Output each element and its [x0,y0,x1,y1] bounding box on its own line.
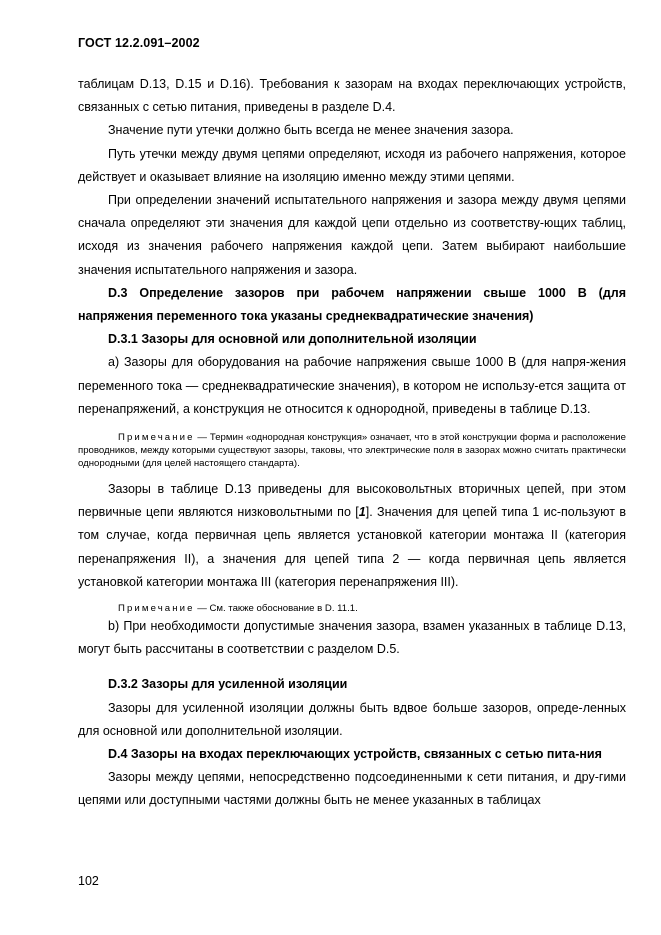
section-heading-d3-1: D.3.1 Зазоры для основной или дополнительной изоляции [108,332,477,347]
paragraph-table-d13 [78,478,626,594]
paragraph-leakage-path: Значение пути утечки должно быть всегда не менее значения зазора. [108,123,514,138]
page-number: 102 [78,874,99,888]
section-heading-d3-2: D.3.2 Зазоры для усиленной изоляции [108,677,348,692]
paragraph-item-b: b) При необходимости допустимые значения зазора, взамен указанных в таблице D.13, могут быть рассчитаны в соответствии с разделом D.5. [78,619,626,657]
note-see-also [78,602,626,615]
reference-number: 1 [358,505,366,520]
section-heading-d3: D.3 Определение зазоров при рабочем напряжении свыше 1000 В (для напряжения переменного тока указаны среднеквадратические значения) [78,285,626,324]
paragraph-leakage-between-circuits: Путь утечки между двумя цепями определяют, исходя из рабочего напряжения, которое действует и оказывает влияние на изоляцию именно между этими цепями. [78,146,626,184]
note-label: Примечание [118,432,195,444]
paragraph-reinforced-insulation: Зазоры для усиленной изоляции должны быть вдвое больше зазоров, опреде-ленных для основной или дополнительной изоляции. [78,700,626,738]
note-text: — Термин «однородная конструкция» означает, что в этой конструкции форма и расположение проводников, между которыми существуют зазоры, таковы, что электрические поля в зазорах можно считать практически однородными (для целей настоящего стандарта). [78,432,626,470]
note-text: — См. также обоснование в D. 11.1. [194,603,358,615]
paragraph-text-part: Зазоры в таблице D.13 приведены для высоковольтных вторичных цепей, при этом первичные цепи являются низковольтными по [ [78,482,626,520]
page-body [78,73,626,813]
note-label: Примечание [118,603,195,615]
note-homogeneous-construction [78,431,626,470]
page-header: ГОСТ 12.2.091–2002 [78,36,200,50]
section-heading-d4: D.4 Зазоры на входах переключающих устройств, связанных с сетью пита-ния [108,747,602,762]
paragraph-mains-circuits: Зазоры между цепями, непосредственно подсоединенными к сети питания, и дру-гими цепями или доступными частями должны быть не менее указанных в таблицах [78,770,626,808]
paragraph-item-a: а) Зазоры для оборудования на рабочие напряжения свыше 1000 В (для напря-жения переменного тока — среднеквадратические значения), в котором не использу-ется защита от перенапряжений, а конструкция не относится к однородной, приведены в таблице D.13. [78,355,626,416]
paragraph-continuation: таблицам D.13, D.15 и D.16). Требования к зазорам на входах переключающих устройств, связанных с сетью питания, приведены в разделе D.4. [78,77,626,115]
paragraph-test-voltage: При определении значений испытательного напряжения и зазора между двумя цепями сначала определяют эти значения для каждой цепи отдельно из соответству-ющих таблиц, исходя из значения рабочего напряжения каждой цепи. Затем выбирают наибольшие значения испытательного напряжения и зазора. [78,193,626,277]
paragraph-text-part: ]. Значения для цепей типа 1 ис-пользуют в том случае, когда первичная цепь является установкой категории монтажа II (категория перенапряжения II), а значения для цепей типа 2 — когда первичная цепь является установкой категории монтажа III (категория перенапряжения III). [78,505,626,589]
